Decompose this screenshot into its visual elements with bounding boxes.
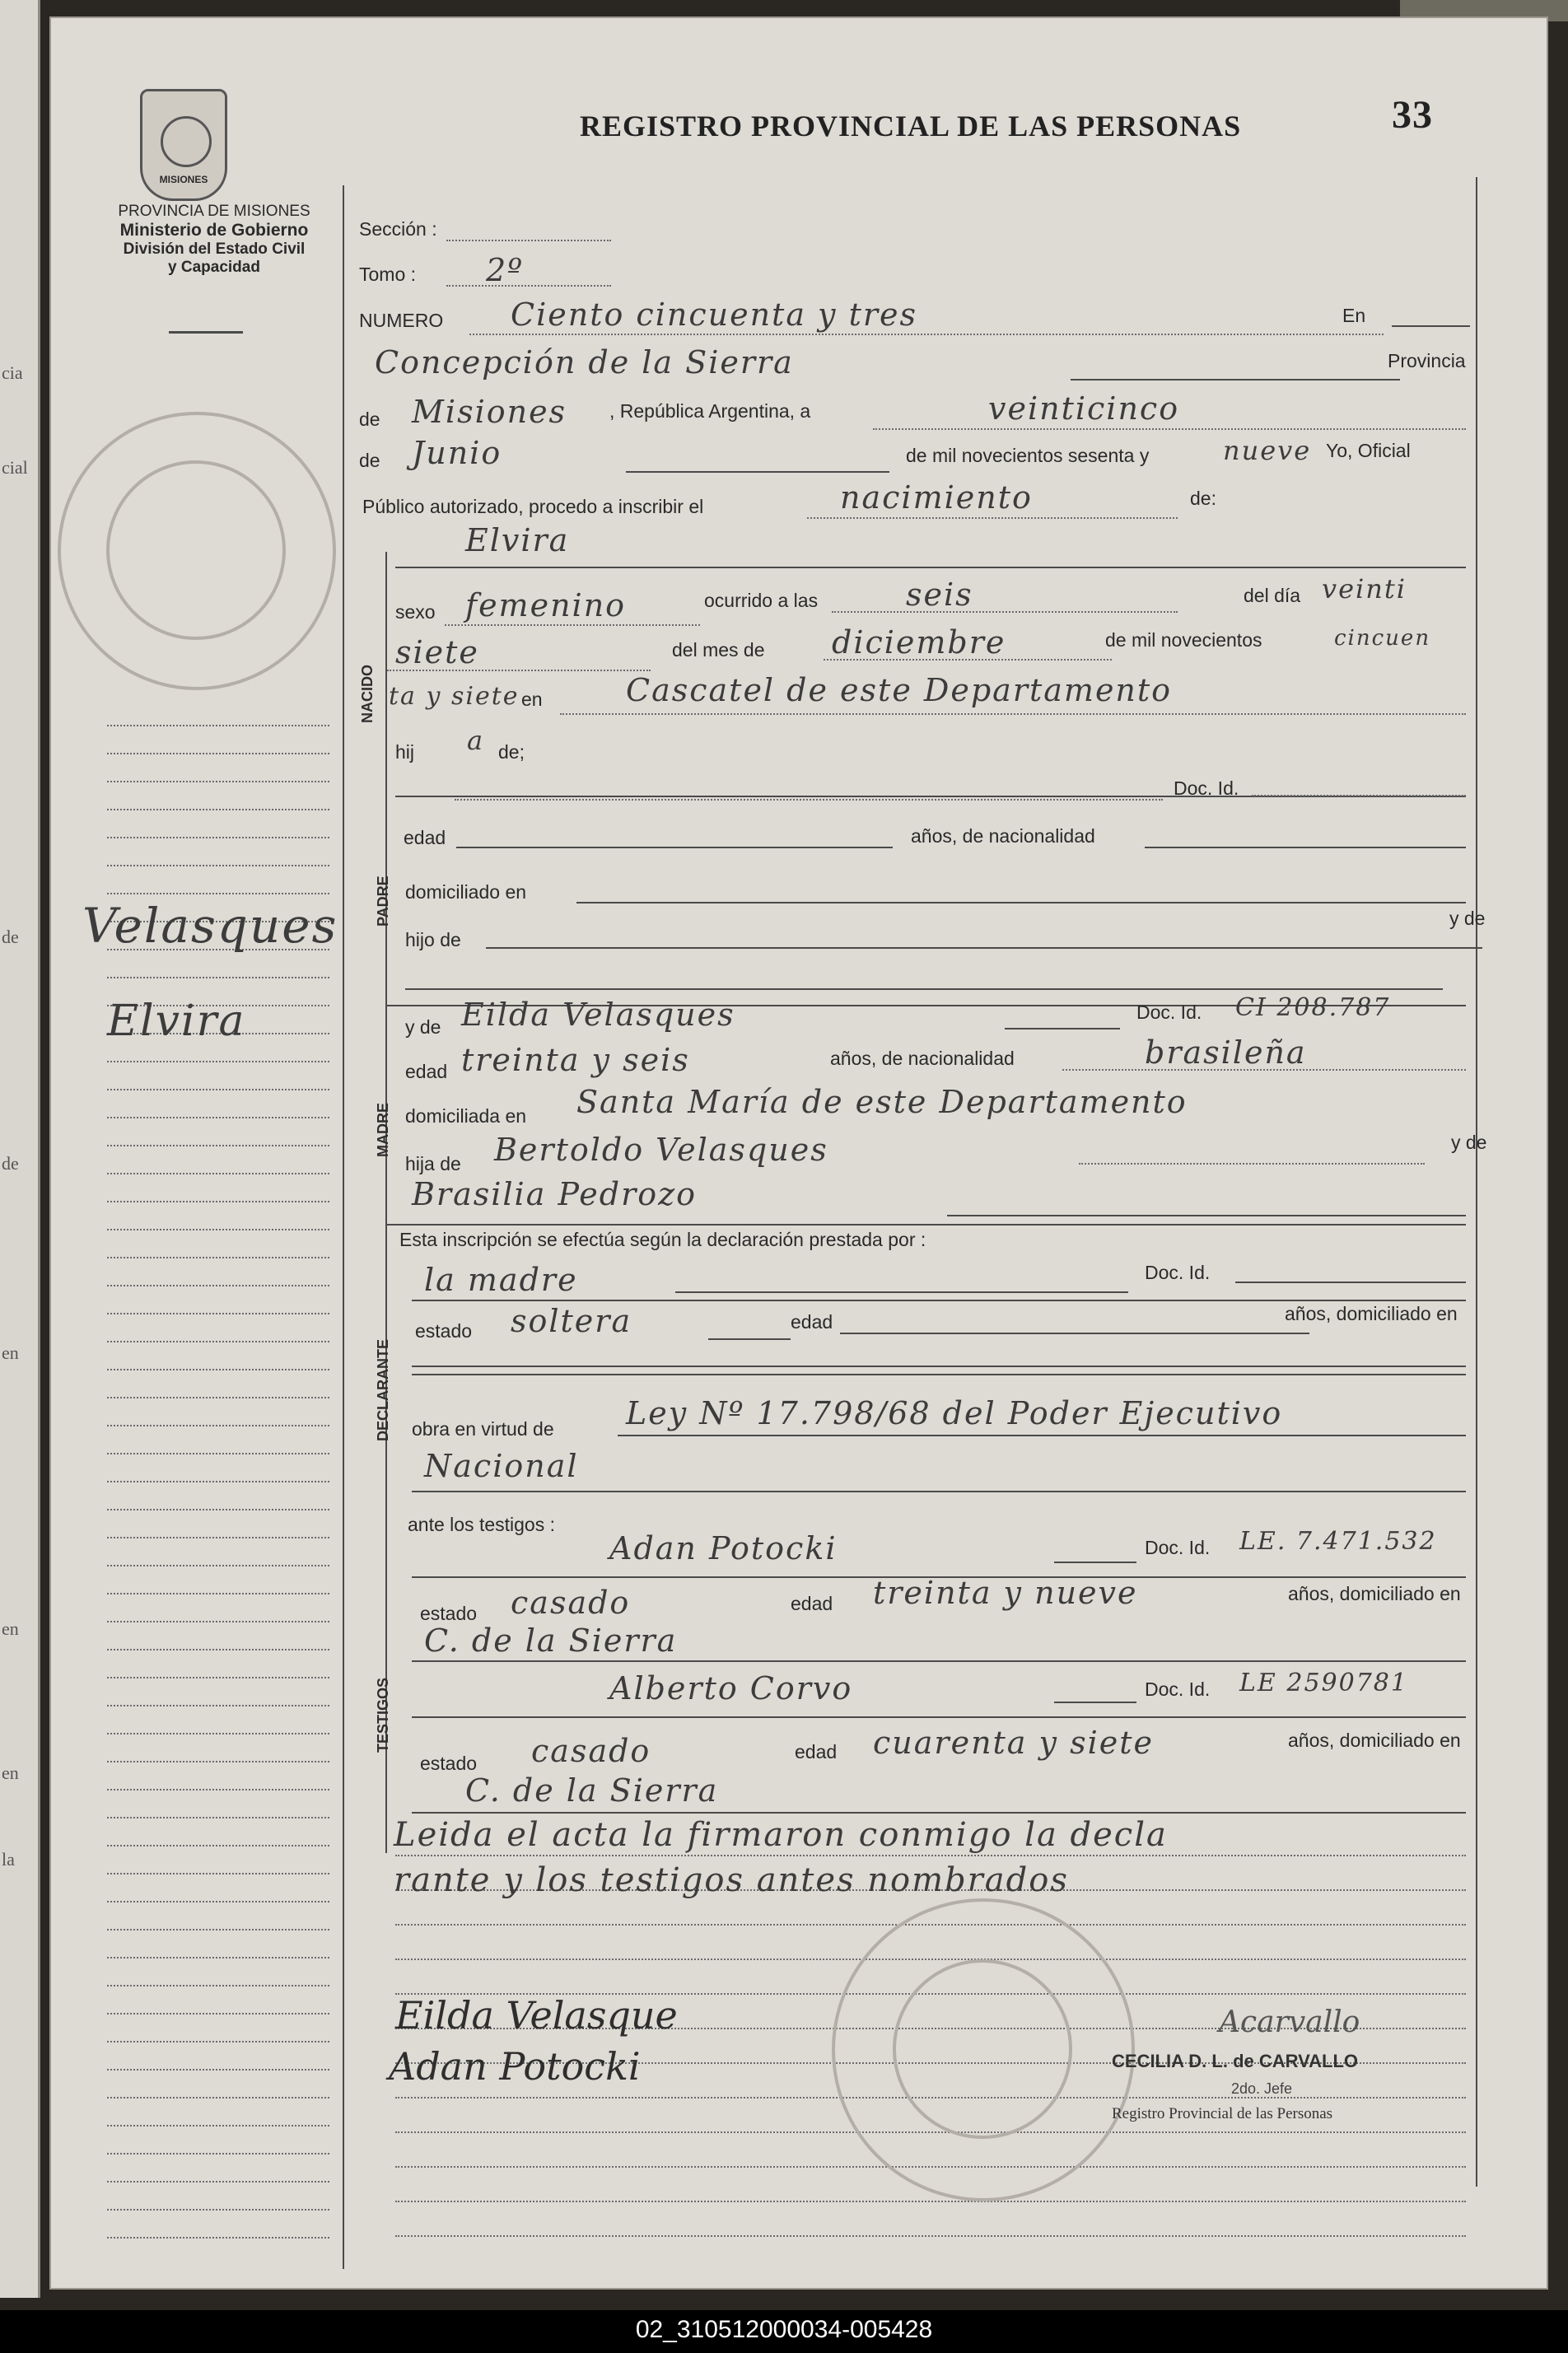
madre-edad-value: treinta y seis	[461, 1042, 690, 1078]
crest-label: MISIONES	[159, 174, 208, 185]
anos-domiciliado-label: años, domiciliado en	[1288, 1583, 1461, 1604]
ruled-line	[107, 2209, 329, 2211]
ruled-line	[107, 1089, 329, 1090]
madre-padre-value: Bertoldo Velasques	[494, 1132, 828, 1168]
authority-line: Ministerio de Gobierno	[119, 221, 309, 240]
lugar-nac-value: Cascatel de este Departamento	[626, 672, 1173, 708]
ruled-line	[395, 2235, 1466, 2237]
previous-page-edge	[0, 0, 40, 2298]
anos-nacionalidad-label: años, de nacionalidad	[911, 825, 1095, 847]
ruled-line	[107, 1845, 329, 1846]
section-nacido: NACIDO	[359, 665, 376, 723]
madre-madre-value: Brasilia Pedrozo	[412, 1176, 698, 1212]
prev-page-fragment: en	[2, 1762, 19, 1783]
prev-page-fragment: de	[2, 927, 19, 947]
mes-value: Junio	[412, 435, 502, 471]
margin-note-surname: Velasques	[82, 898, 338, 954]
ruled-line	[107, 1817, 329, 1818]
crest-icon	[140, 89, 227, 201]
official-name: CECILIA D. L. de CARVALLO	[1112, 2051, 1359, 2071]
declarante-value: la madre	[424, 1262, 578, 1298]
ruled-line	[107, 725, 329, 726]
ruled-line	[107, 1201, 329, 1202]
authority-block	[74, 203, 354, 277]
madre-doc-value: CI 208.787	[1235, 993, 1391, 1022]
ruled-line	[107, 1509, 329, 1510]
authority-line: y Capacidad	[168, 259, 260, 276]
ruled-line	[107, 893, 329, 894]
de-semi-label: de;	[498, 741, 525, 763]
section-madre: MADRE	[375, 1103, 391, 1157]
page-number: 33	[1392, 93, 1433, 137]
testigo2-doc-value: LE 2590781	[1239, 1669, 1408, 1697]
doc-id-label: Doc. Id.	[1145, 1537, 1211, 1558]
ruled-line	[107, 1341, 329, 1342]
declarante-estado-value: soltera	[511, 1303, 632, 1339]
ley-value-2: Nacional	[424, 1448, 579, 1484]
numero-label: NUMERO	[359, 310, 444, 331]
closing-text-line2: rante y los testigos antes nombrados	[394, 1861, 1069, 1899]
ruled-line	[107, 1061, 329, 1062]
y-de-label: y de	[1451, 1132, 1487, 1153]
testigo1-dom-value: C. de la Sierra	[424, 1622, 678, 1659]
register-page	[49, 16, 1548, 2290]
ruled-line	[107, 1229, 329, 1230]
testigo1-doc-value: LE. 7.471.532	[1239, 1527, 1437, 1556]
yo-oficial-label: Yo, Oficial	[1326, 440, 1411, 461]
testigo2-dom-value: C. de la Sierra	[465, 1772, 719, 1809]
prev-page-fragment: cia	[2, 362, 23, 383]
de-label: de	[359, 450, 380, 471]
ruled-line	[107, 2013, 329, 2015]
hijo-de-label: hijo de	[405, 929, 461, 950]
testigo1-edad-value: treinta y nueve	[873, 1575, 1138, 1611]
del-dia-label: del día	[1244, 585, 1301, 606]
sexo-label: sexo	[395, 601, 436, 623]
ruled-line	[107, 2125, 329, 2127]
edad-label: edad	[795, 1741, 838, 1762]
ruled-line	[107, 1649, 329, 1650]
anos-domiciliado-label: años, domiciliado en	[1288, 1730, 1461, 1751]
ocurrido-label: ocurrido a las	[704, 590, 819, 611]
testigo1-value: Adan Potocki	[609, 1530, 838, 1566]
madre-nacionalidad-value: brasileña	[1145, 1034, 1307, 1071]
ruled-line	[107, 1929, 329, 1930]
mes-nac-value: diciembre	[832, 624, 1006, 661]
edad-label: edad	[791, 1311, 833, 1333]
hij-suffix-value: a	[467, 725, 485, 756]
obra-label: obra en virtud de	[412, 1418, 554, 1440]
section-padre: PADRE	[375, 875, 391, 927]
ruled-line	[395, 2201, 1466, 2202]
de-mil-label: de mil novecientos sesenta y	[906, 445, 1150, 466]
seccion-label: Sección :	[359, 218, 437, 240]
ruled-line	[107, 2153, 329, 2155]
anos-domiciliado-label: años, domiciliado en	[1285, 1303, 1458, 1324]
edad-label: edad	[405, 1061, 448, 1082]
margin-note-name: Elvira	[107, 997, 246, 1046]
provincia-label: Provincia	[1388, 350, 1466, 371]
ruled-line	[107, 2041, 329, 2043]
tomo-label: Tomo :	[359, 264, 417, 285]
ruled-line	[107, 1985, 329, 1987]
official-office: Registro Provincial de las Personas	[1112, 2105, 1333, 2122]
estado-label: estado	[420, 1603, 478, 1624]
ruled-line	[107, 1453, 329, 1454]
y-de-label: y de	[1449, 908, 1486, 929]
section-testigos: TESTIGOS	[375, 1677, 391, 1753]
ruled-line	[107, 1313, 329, 1314]
dia-nac-value-2: siete	[395, 634, 479, 670]
ruled-line	[107, 1537, 329, 1538]
image-id-label: 02_310512000034-005428	[635, 2316, 933, 2343]
sexo-value: femenino	[465, 587, 627, 623]
ruled-line	[107, 1761, 329, 1762]
authority-line: División del Estado Civil	[123, 240, 306, 258]
closing-text-line1: Leida el acta la firmaron conmigo la decla	[394, 1816, 1168, 1854]
ruled-line	[107, 1565, 329, 1566]
ruled-line	[107, 1957, 329, 1958]
ruled-line	[107, 1481, 329, 1482]
de-label: de	[359, 409, 380, 430]
ley-value: Ley Nº 17.798/68 del Poder Ejecutivo	[626, 1395, 1283, 1431]
ruled-line	[107, 977, 329, 978]
tomo-value: 2º	[486, 252, 525, 288]
ruled-line	[107, 1285, 329, 1286]
testigo2-edad-value: cuarenta y siete	[873, 1725, 1154, 1761]
madre-domicilio-value: Santa María de este Departamento	[576, 1084, 1188, 1120]
ruled-line	[107, 1873, 329, 1874]
signature-declarante: Eilda Velasque	[395, 1993, 678, 2038]
ruled-line	[107, 2237, 329, 2239]
dia-value: veinticinco	[988, 390, 1180, 427]
de-colon-label: de:	[1190, 488, 1216, 509]
testigo2-estado-value: casado	[531, 1733, 651, 1769]
signature-official: Acarvallo	[1219, 2005, 1360, 2039]
inscripcion-label: Esta inscripción se efectúa según la declaración prestada por :	[399, 1229, 926, 1250]
hija-de-label: hija de	[405, 1153, 461, 1174]
testigo1-estado-value: casado	[511, 1585, 631, 1621]
ruled-line	[107, 2069, 329, 2071]
official-title: 2do. Jefe	[1231, 2080, 1293, 2097]
ruled-line	[107, 1901, 329, 1902]
anos-nacionalidad-label: años, de nacionalidad	[830, 1048, 1015, 1069]
doc-id-label: Doc. Id.	[1174, 777, 1239, 799]
hij-label: hij	[395, 741, 415, 763]
prev-page-fragment: en	[2, 1618, 19, 1639]
seal-stamp	[58, 412, 336, 690]
testigo2-value: Alberto Corvo	[609, 1670, 853, 1706]
doc-id-label: Doc. Id.	[1145, 1678, 1211, 1700]
anio-nac-value: cincuen	[1334, 626, 1431, 651]
ruled-line	[107, 1677, 329, 1678]
en-label: En	[1342, 305, 1366, 326]
provincia-value: Misiones	[412, 394, 567, 430]
acto-value: nacimiento	[840, 479, 1033, 516]
prev-page-fragment: cial	[2, 457, 28, 478]
prev-page-fragment: en	[2, 1342, 19, 1363]
domiciliada-label: domiciliada en	[405, 1105, 527, 1127]
ruled-line	[107, 1621, 329, 1622]
de-mil-nov-label: de mil novecientos	[1105, 629, 1262, 651]
ruled-line	[107, 1145, 329, 1146]
doc-id-label: Doc. Id.	[1145, 1262, 1211, 1283]
madre-nombre-value: Eilda Velasques	[461, 997, 735, 1033]
en-lower-label: en	[521, 689, 543, 710]
ruled-line	[107, 1733, 329, 1734]
page-title: REGISTRO PROVINCIAL DE LAS PERSONAS	[580, 110, 1242, 142]
signature-testigo: Adan Potocki	[389, 2044, 641, 2089]
ruled-line	[107, 809, 329, 810]
ruled-line	[107, 1369, 329, 1370]
numero-value: Ciento cincuenta y tres	[511, 296, 918, 333]
anio-value: nueve	[1223, 435, 1312, 466]
ruled-line	[107, 837, 329, 838]
publico-label: Público autorizado, procedo a inscribir el	[362, 496, 704, 517]
ruled-line	[107, 2181, 329, 2183]
estado-label: estado	[415, 1320, 473, 1342]
ruled-line	[107, 781, 329, 782]
section-declarante: DECLARANTE	[375, 1339, 391, 1441]
hora-value: seis	[906, 577, 973, 613]
domiciliado-label: domiciliado en	[405, 881, 527, 903]
edad-label: edad	[404, 827, 446, 848]
doc-id-label: Doc. Id.	[1136, 1001, 1202, 1023]
ruled-line	[107, 1705, 329, 1706]
ruled-line	[107, 2097, 329, 2099]
del-mes-label: del mes de	[672, 639, 765, 661]
edad-label: edad	[791, 1593, 833, 1614]
official-seal-stamp	[832, 1898, 1135, 2201]
ruled-line	[107, 1117, 329, 1118]
dia-nac-value: veinti	[1322, 573, 1407, 605]
republica-label: , República Argentina, a	[609, 400, 811, 422]
ante-testigos-label: ante los testigos :	[408, 1514, 555, 1535]
y-de-label: y de	[405, 1016, 441, 1038]
anio-nac-value-2: ta y siete	[389, 682, 520, 711]
prev-page-fragment: la	[2, 1849, 15, 1870]
nombre-value: Elvira	[465, 522, 570, 558]
ruled-line	[107, 1397, 329, 1398]
ruled-line	[107, 1257, 329, 1258]
estado-label: estado	[420, 1753, 478, 1774]
ruled-line	[107, 865, 329, 866]
ruled-line	[107, 1173, 329, 1174]
ruled-line	[107, 1593, 329, 1594]
authority-line: PROVINCIA DE MISIONES	[118, 203, 310, 220]
ruled-line	[107, 1789, 329, 1790]
lugar-value: Concepción de la Sierra	[375, 344, 794, 380]
ruled-line	[107, 1425, 329, 1426]
prev-page-fragment: de	[2, 1153, 19, 1174]
ruled-line	[107, 753, 329, 754]
ruled-line	[395, 1855, 1466, 1856]
